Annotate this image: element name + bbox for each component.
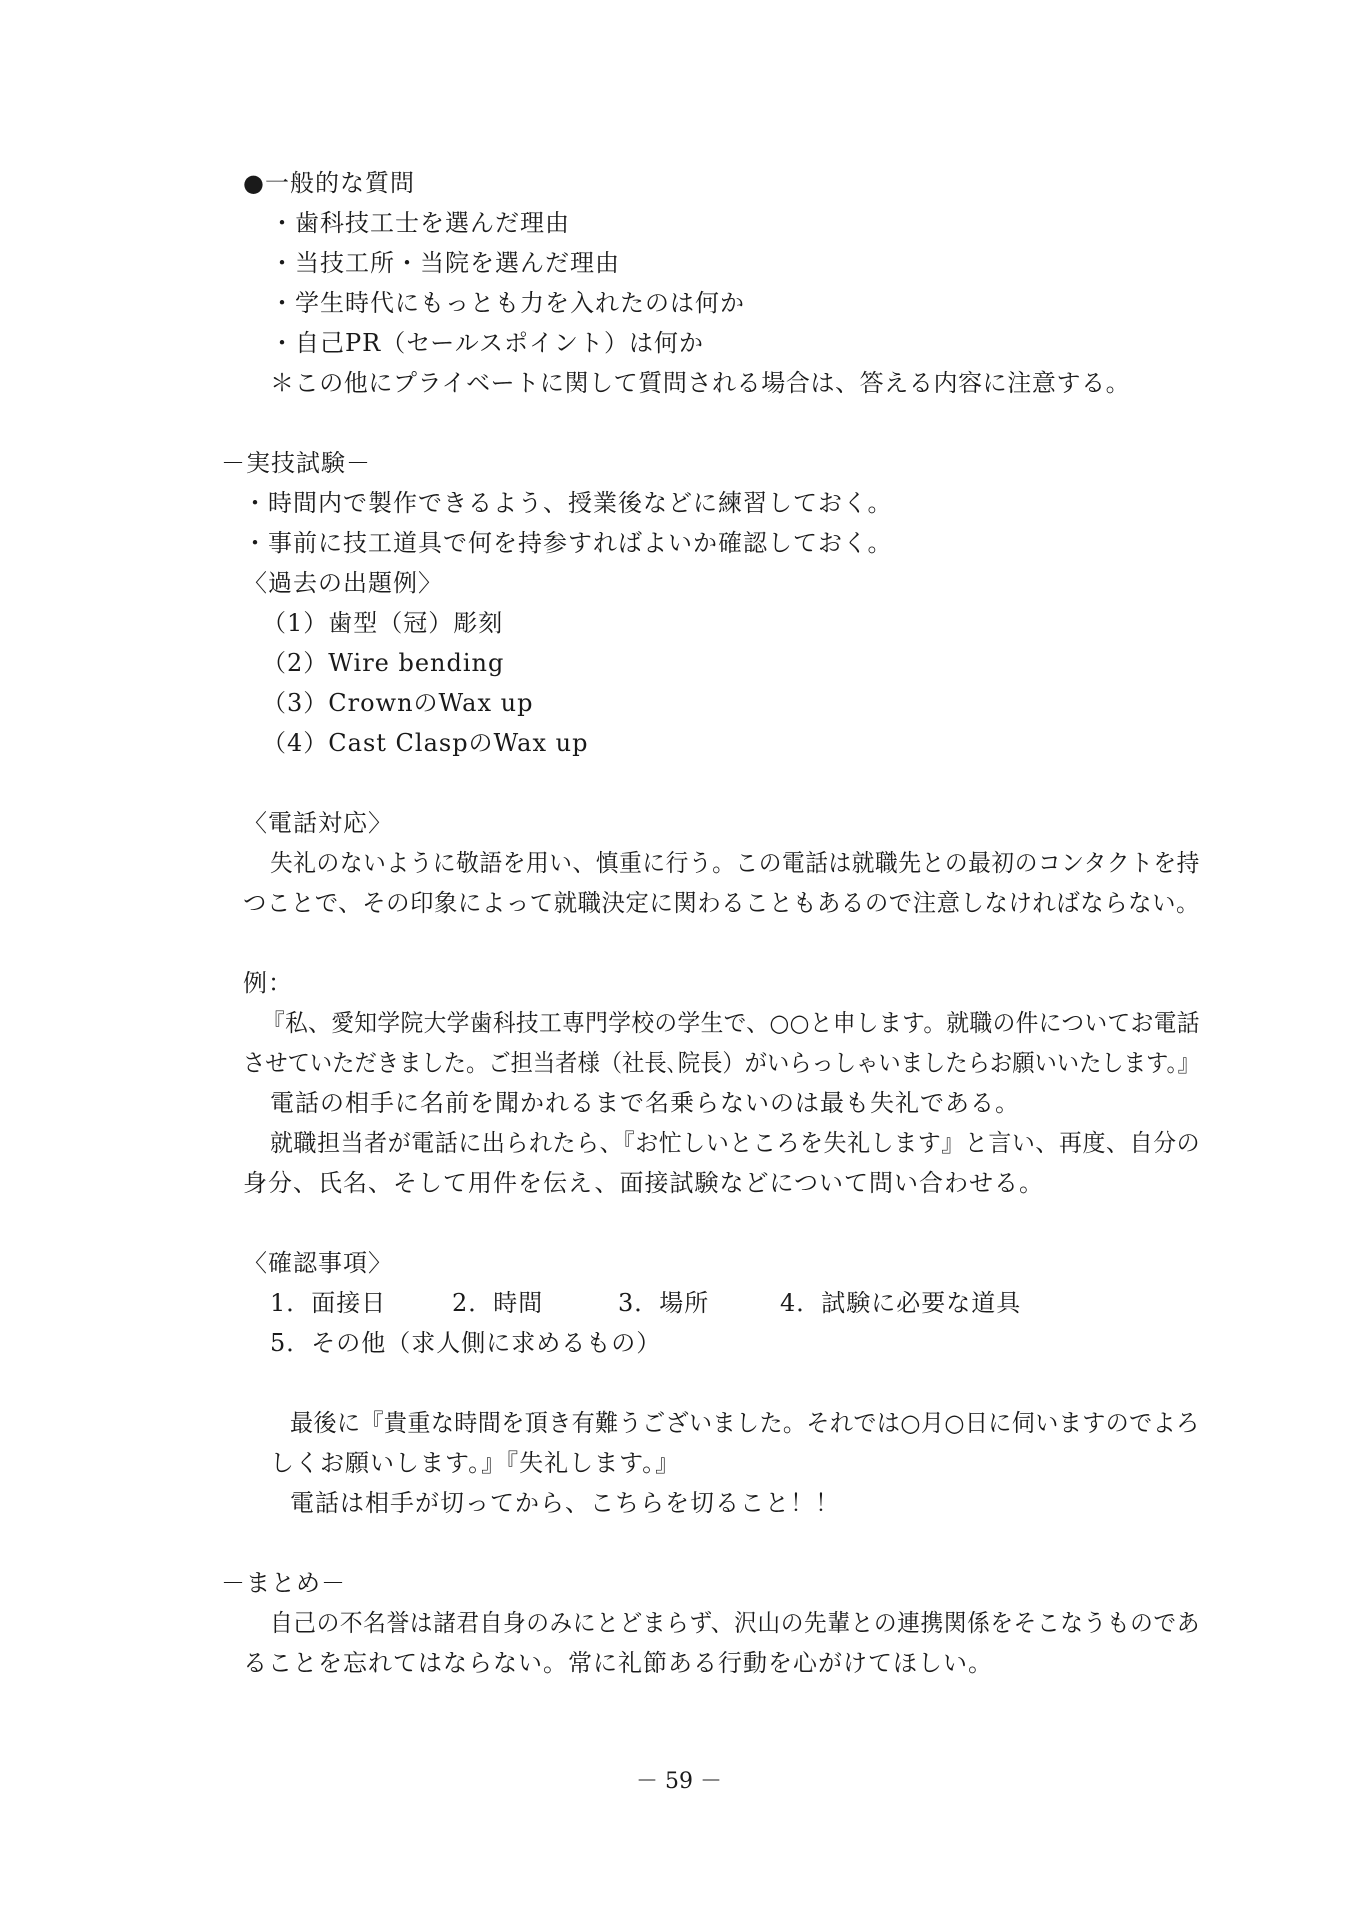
practical-exam-item: ・事前に技工道具で何を持参すればよいか確認しておく。 — [243, 529, 893, 557]
confirm-item: 4．試験に必要な道具 — [780, 1289, 1022, 1317]
past-examples-heading: 〈過去の出題例〉 — [243, 569, 443, 597]
phone-note-line: 就職担当者が電話に出られたら、『お忙しいところを失礼します』と言い、再度、自分の — [270, 1129, 1201, 1157]
example-label: 例： — [243, 969, 293, 997]
past-example-item: （1）歯型（冠）彫刻 — [262, 609, 504, 637]
phone-note: 電話の相手に名前を聞かれるまで名乗らないのは最も失礼である。 — [270, 1089, 1020, 1117]
page-number: － 59 － — [636, 1769, 722, 1794]
practical-exam-item: ・時間内で製作できるよう、授業後などに練習しておく。 — [243, 489, 893, 517]
phone-heading: 〈電話対応〉 — [243, 809, 393, 837]
general-question-item: ・当技工所・当院を選んだ理由 — [270, 249, 620, 277]
confirm-item: 2．時間 — [452, 1289, 544, 1317]
summary-heading: －まとめ－ — [221, 1569, 346, 1597]
phone-paragraph-line: つことで、その印象によって就職決定に関わることもあるので注意しなければならない。 — [243, 889, 1200, 917]
past-example-item: （3）CrownのWax up — [262, 689, 534, 717]
confirm-item: 5．その他（求人側に求めるもの） — [270, 1329, 662, 1357]
past-example-item: （2）Wire bending — [262, 649, 505, 677]
general-question-item: ・学生時代にもっとも力を入れたのは何か — [270, 289, 745, 317]
confirm-heading: 〈確認事項〉 — [243, 1249, 393, 1277]
closing-line: しくお願いします。』『失礼します。』 — [270, 1449, 681, 1477]
summary-line: ることを忘れてはならない。常に礼節ある行動を心がけてほしい。 — [243, 1649, 993, 1677]
phone-paragraph-line: 失礼のないように敬語を用い、慎重に行う。この電話は就職先との最初のコンタクトを持 — [270, 849, 1200, 877]
confirm-item: 3．場所 — [618, 1289, 710, 1317]
example-script-line: させていただきました。ご担当者様（社長､院長）がいらっしゃいましたらお願いいたします。』 — [243, 1049, 1200, 1077]
general-questions-heading: ●一般的な質問 — [243, 169, 415, 197]
past-example-item: （4）Cast ClaspのWax up — [262, 729, 589, 757]
general-question-item: ・歯科技工士を選んだ理由 — [270, 209, 570, 237]
practical-exam-heading: －実技試験－ — [221, 449, 371, 477]
phone-note-line: 身分、氏名、そして用件を伝え、面接試験などについて問い合わせる。 — [243, 1169, 1044, 1197]
summary-line: 自己の不名誉は諸君自身のみにとどまらず、沢山の先輩との連携関係をそこなうものであ — [270, 1609, 1201, 1637]
example-script-line: 『私、愛知学院大学歯科技工専門学校の学生で、○○と申します。就職の件についてお電話 — [262, 1009, 1200, 1037]
confirm-item: 1．面接日 — [270, 1289, 387, 1317]
general-questions-note: ＊この他にプライベートに関して質問される場合は、答える内容に注意する。 — [270, 369, 1131, 397]
closing-line: 最後に『貴重な時間を頂き有難うございました。それでは○月○日に伺いますのでよろ — [290, 1409, 1200, 1437]
general-question-item: ・自己PR（セールスポイント）は何か — [270, 329, 705, 357]
closing-note: 電話は相手が切ってから、こちらを切ること！！ — [290, 1489, 840, 1517]
